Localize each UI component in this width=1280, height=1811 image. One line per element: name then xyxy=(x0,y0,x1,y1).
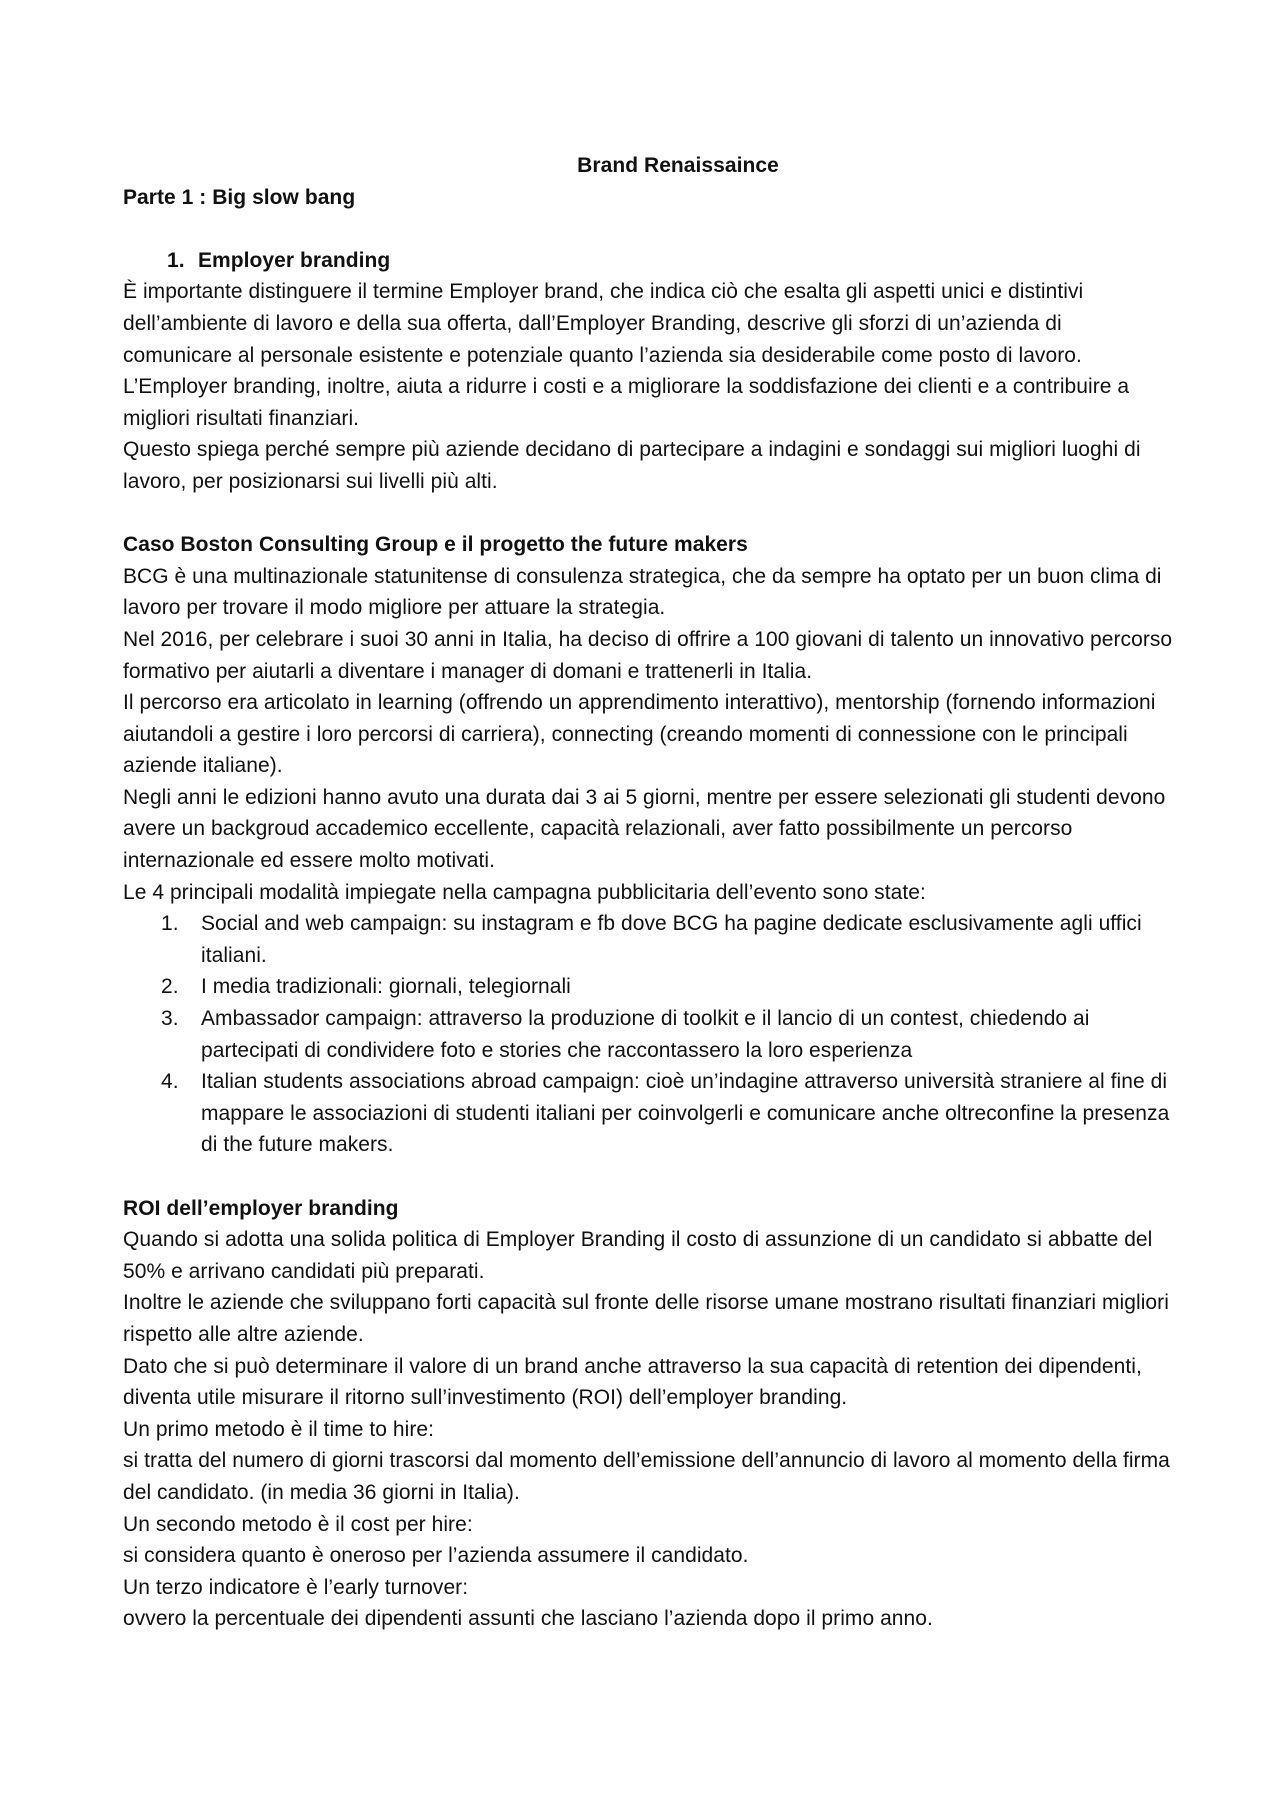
list-item-number: 1. xyxy=(161,912,179,936)
list-item xyxy=(123,971,1173,1003)
list-item-text: Italian students associations abroad campaign: cioè un’indagine attraverso università straniere al fine di mappare le associazioni di studenti italiani per coinvolgerli e comunicare anche oltreconfine la presenza di the future makers. xyxy=(201,1070,1170,1157)
paragraph: Quando si adotta una solida politica di Employer Branding il costo di assunzione di un candidato si abbatte del 50% e arrivano candidati più preparati. xyxy=(123,1228,1153,1283)
list-item xyxy=(123,1066,1173,1161)
blank-line xyxy=(123,1161,1173,1193)
paragraph: Un terzo indicatore è l’early turnover: xyxy=(123,1575,469,1599)
document-body xyxy=(123,150,1173,1635)
section-heading-employer-branding xyxy=(123,245,1173,277)
section-number: 1. xyxy=(167,248,185,272)
list-item-number: 2. xyxy=(161,975,179,999)
paragraph: si considera quanto è oneroso per l’azienda assumere il candidato. xyxy=(123,1544,749,1568)
paragraph: ovvero la percentuale dei dipendenti assunti che lasciano l’azienda dopo il primo anno. xyxy=(123,1607,933,1631)
section-heading-text: Employer branding xyxy=(198,248,391,272)
list-item-text: Ambassador campaign: attraverso la produzione di toolkit e il lancio di un contest, chiedendo ai partecipati di condividere foto e stories che raccontassero la loro esperienza xyxy=(201,1007,1090,1062)
paragraph: Inoltre le aziende che sviluppano forti capacità sul fronte delle risorse umane mostrano risultati finanziari migliori rispetto alle altre aziende. xyxy=(123,1291,1169,1346)
list-item xyxy=(123,908,1173,971)
paragraph: Un primo metodo è il time to hire: xyxy=(123,1417,434,1441)
paragraph: Nel 2016, per celebrare i suoi 30 anni in Italia, ha deciso di offrire a 100 giovani di talento un innovativo percorso formativo per aiutarli a diventare i manager di domani e trattenerli in Italia. xyxy=(123,627,1173,683)
paragraph: si tratta del numero di giorni trascorsi dal momento dell’emissione dell’annuncio di lavoro al momento della firma del candidato. (in media 36 giorni in Italia). xyxy=(123,1449,1170,1504)
blank-line xyxy=(123,498,1173,530)
paragraph: È importante distinguere il termine Employer brand, che indica ciò che esalta gli aspetti unici e distintivi dell’ambiente di lavoro e della sua offerta, dall’Employer Branding, descrive gli sforzi di un’azienda di comunicare al personale esistente e potenziale quanto l’azienda sia desiderabile come posto di lavoro. xyxy=(123,280,1084,367)
paragraph: Questo spiega perché sempre più aziende decidano di partecipare a indagini e sondaggi sui migliori luoghi di lavoro, per posizionarsi sui livelli più alti. xyxy=(123,438,1141,493)
paragraph: L’Employer branding, inoltre, aiuta a ridurre i costi e a migliorare la soddisfazione dei clienti e a contribuire a migliori risultati finanziari. xyxy=(123,375,1130,430)
section-heading-bcg-case: Caso Boston Consulting Group e il progetto the future makers xyxy=(123,533,748,557)
list-item-number: 3. xyxy=(161,1007,179,1031)
paragraph: Le 4 principali modalità impiegate nella campagna pubblicitaria dell’evento sono state: xyxy=(123,880,926,904)
part-title: Parte 1 : Big slow bang xyxy=(123,185,356,209)
paragraph: Negli anni le edizioni hanno avuto una durata dai 3 ai 5 giorni, mentre per essere selezionati gli studenti devono avere un backgroud accademico eccellente, capacità relazionali, aver fatto possibilmente un percorso internazionale ed essere molto motivati. xyxy=(123,785,1166,873)
paragraph: Dato che si può determinare il valore di un brand anche attraverso la sua capacità di retention dei dipendenti, diventa utile misurare il ritorno sull’investimento (ROI) dell’employer branding. xyxy=(123,1354,1142,1410)
paragraph: BCG è una multinazionale statunitense di consulenza strategica, che da sempre ha optato per un buon clima di lavoro per trovare il modo migliore per attuare la strategia. xyxy=(123,564,1162,620)
list-item-text: I media tradizionali: giornali, telegiornali xyxy=(201,975,571,999)
campaign-modes-list xyxy=(123,908,1173,1161)
section-heading-roi: ROI dell’employer branding xyxy=(123,1196,399,1220)
list-item-text: Social and web campaign: su instagram e fb dove BCG ha pagine dedicate esclusivamente agli uffici italiani. xyxy=(201,912,1142,967)
paragraph: Un secondo metodo è il cost per hire: xyxy=(123,1512,473,1536)
paragraph: Il percorso era articolato in learning (offrendo un apprendimento interattivo), mentorship (fornendo informazioni aiutandoli a gestire i loro percorsi di carriera), connecting (creando momenti di connessione con le principali aziende italiane). xyxy=(123,691,1156,778)
list-item xyxy=(123,1003,1173,1066)
list-item-number: 4. xyxy=(161,1070,179,1094)
document-title: Brand Renaissaince xyxy=(577,154,779,177)
